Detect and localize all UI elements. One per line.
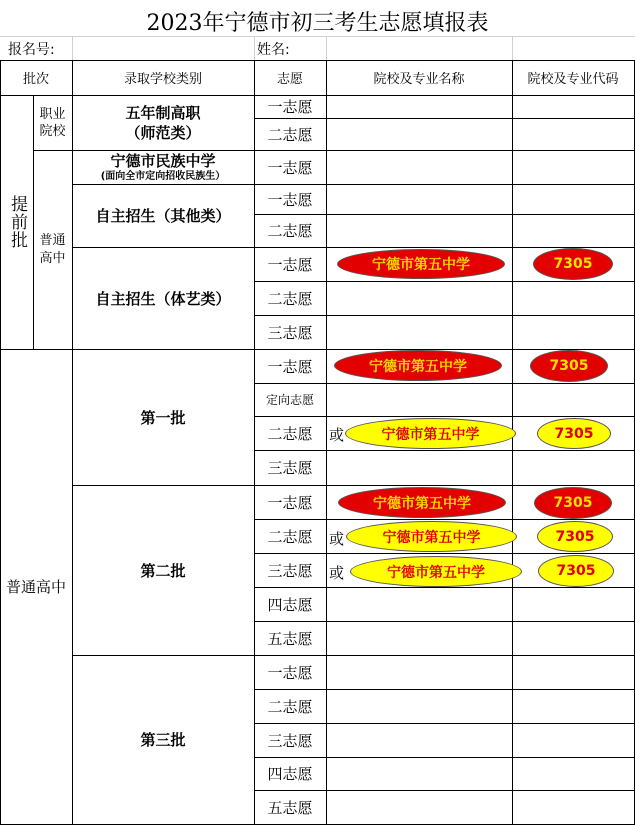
choice-other-2: 二志愿 bbox=[267, 222, 313, 240]
entry-art-1-school[interactable]: 宁德市第五中学 bbox=[337, 249, 505, 279]
name-label: 姓名: bbox=[257, 42, 290, 58]
entry-first-2-school[interactable]: 宁德市第五中学 bbox=[345, 418, 516, 449]
header-code: 院校及专业代码 bbox=[527, 72, 619, 87]
entry-second-3-school[interactable]: 宁德市第五中学 bbox=[350, 556, 522, 587]
category-ethnic-line1: 宁德市民族中学 bbox=[110, 151, 216, 170]
choice-art-1: 一志愿 bbox=[267, 255, 313, 274]
or-second-3: 或 bbox=[329, 564, 345, 582]
choice-third-5: 五志愿 bbox=[267, 798, 313, 817]
choice-third-1: 一志愿 bbox=[267, 663, 313, 682]
choice-ethnic-1: 一志愿 bbox=[267, 158, 313, 177]
entry-second-3-code[interactable]: 7305 bbox=[538, 555, 614, 587]
choice-second-5: 五志愿 bbox=[267, 629, 313, 648]
batch-second-label: 第二批 bbox=[140, 561, 186, 580]
choice-second-1: 一志愿 bbox=[267, 493, 313, 512]
choice-third-3: 三志愿 bbox=[267, 731, 313, 750]
reg-no-label: 报名号: bbox=[8, 42, 55, 58]
choice-art-3: 三志愿 bbox=[267, 323, 313, 342]
category-five-year-line1: 五年制高职 bbox=[125, 103, 201, 122]
batch-early-label bbox=[0, 95, 33, 349]
vocational-text: 职业院校 bbox=[39, 106, 66, 139]
choice-second-2: 二志愿 bbox=[267, 527, 313, 546]
choice-second-3: 三志愿 bbox=[267, 561, 313, 580]
choice-second-4: 四志愿 bbox=[267, 595, 313, 614]
choice-first-1: 一志愿 bbox=[267, 357, 313, 376]
choice-art-2: 二志愿 bbox=[267, 289, 313, 308]
category-ethnic bbox=[72, 150, 254, 184]
or-second-2: 或 bbox=[329, 530, 345, 548]
header-batch: 批次 bbox=[22, 72, 49, 87]
entry-second-2-code[interactable]: 7305 bbox=[537, 521, 613, 552]
entry-second-1-code[interactable]: 7305 bbox=[534, 487, 612, 519]
category-ethnic-line2: (面向全市定向招收民族生） bbox=[100, 170, 226, 182]
choice-other-1: 一志愿 bbox=[267, 190, 313, 209]
entry-first-2-code[interactable]: 7305 bbox=[537, 418, 611, 449]
category-five-year bbox=[72, 95, 254, 150]
choice-five-year-2: 二志愿 bbox=[267, 125, 313, 144]
entry-second-1-school[interactable]: 宁德市第五中学 bbox=[338, 487, 506, 518]
header-category: 录取学校类别 bbox=[123, 72, 202, 87]
choice-third-4: 四志愿 bbox=[267, 765, 313, 783]
batch-first-label: 第一批 bbox=[140, 408, 186, 427]
category-independent-other: 自主招生（其他类） bbox=[95, 207, 231, 225]
choice-five-year-1: 一志愿 bbox=[267, 98, 313, 116]
choice-first-directed: 定向志愿 bbox=[265, 393, 314, 407]
batch-third-label: 第三批 bbox=[140, 731, 186, 749]
entry-first-1-school[interactable]: 宁德市第五中学 bbox=[334, 350, 502, 381]
choice-third-2: 二志愿 bbox=[267, 697, 313, 716]
or-first-2: 或 bbox=[329, 426, 345, 444]
batch-regular-label: 普通高中 bbox=[5, 578, 66, 596]
page-title: 2023年宁德市初三考生志愿填报表 bbox=[146, 11, 489, 36]
reg-no-field[interactable] bbox=[75, 36, 253, 58]
entry-art-1-code[interactable]: 7305 bbox=[533, 248, 613, 280]
category-independent-art: 自主招生（体艺类） bbox=[95, 289, 231, 308]
header-school-major: 院校及专业名称 bbox=[373, 72, 465, 87]
batch-early-text: 提前批 bbox=[7, 195, 27, 249]
category-five-year-line2: （师范类） bbox=[125, 123, 201, 142]
choice-first-2: 二志愿 bbox=[267, 424, 313, 443]
regular-group-text: 普通高中 bbox=[39, 232, 66, 266]
vocational-label bbox=[33, 95, 72, 150]
regular-group-label bbox=[33, 150, 72, 349]
entry-first-1-code[interactable]: 7305 bbox=[530, 350, 608, 382]
choice-first-3: 三志愿 bbox=[267, 459, 313, 477]
entry-second-2-school[interactable]: 宁德市第五中学 bbox=[346, 521, 517, 552]
name-field[interactable] bbox=[300, 36, 630, 58]
header-choice: 志愿 bbox=[276, 72, 303, 87]
